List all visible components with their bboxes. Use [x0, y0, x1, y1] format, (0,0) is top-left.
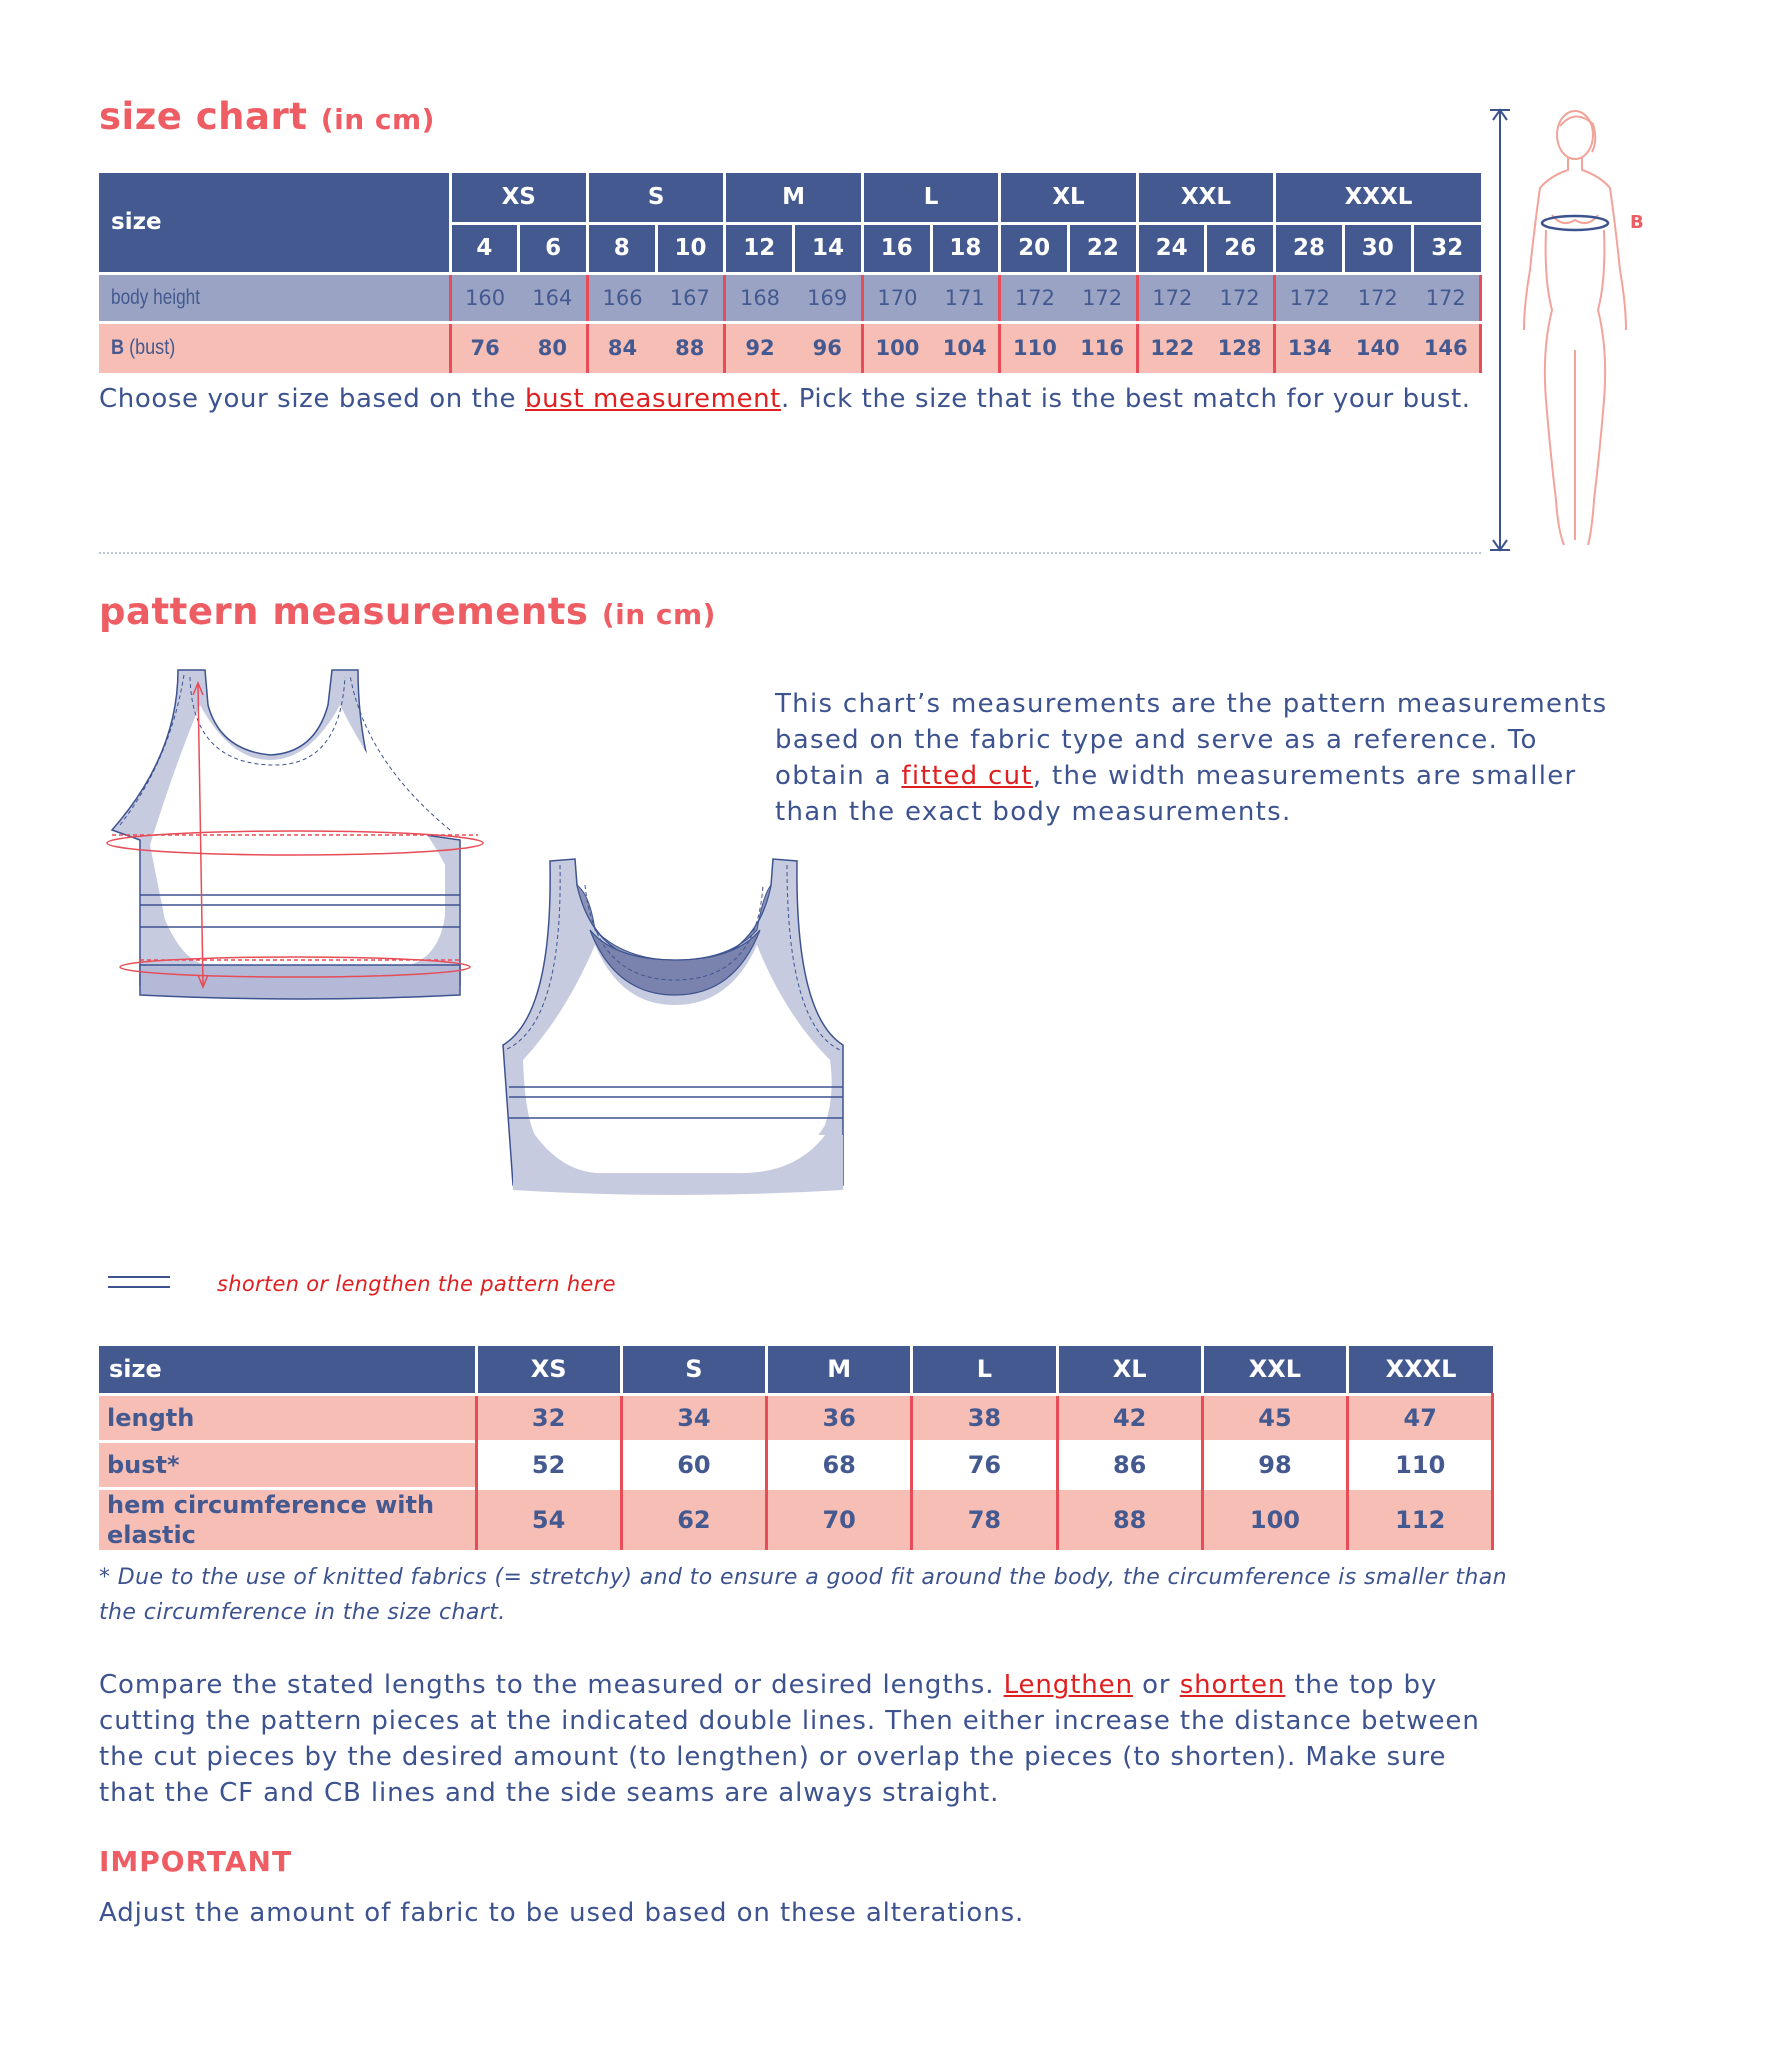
bust-cell: 100: [862, 322, 931, 373]
size-number-cell: 18: [931, 223, 1000, 273]
body-height-cell: 172: [1275, 273, 1344, 322]
size-number-cell: 10: [656, 223, 725, 273]
size-number-cell: 30: [1343, 223, 1412, 273]
pattern-value-cell: 76: [912, 1441, 1057, 1488]
body-height-cell: 172: [1343, 273, 1412, 322]
bust-cell: 80: [519, 322, 588, 373]
pattern-size-column-header: M: [767, 1346, 912, 1394]
size-number-cell: 28: [1275, 223, 1344, 273]
bust-cell: 122: [1137, 322, 1206, 373]
body-height-cell: 172: [1206, 273, 1275, 322]
shorten-lengthen-legend-icon: [108, 1272, 172, 1292]
size-number-cell: 14: [794, 223, 863, 273]
size-header-label: size: [99, 173, 450, 273]
pattern-value-cell: 100: [1202, 1488, 1347, 1550]
pattern-size-header: size: [99, 1346, 476, 1394]
fitted-cut-link[interactable]: fitted cut: [901, 761, 1033, 791]
size-group-header: L: [862, 173, 999, 223]
size-instruction-text-end: . Pick the size that is the best match for your bust.: [780, 384, 1471, 414]
pattern-title: pattern measurements: [99, 590, 589, 633]
bust-cell: 92: [725, 322, 794, 373]
bust-cell: 128: [1206, 322, 1275, 373]
length-label: length: [99, 1394, 476, 1441]
pattern-value-cell: 62: [621, 1488, 766, 1550]
pattern-value-cell: 98: [1202, 1441, 1347, 1488]
pattern-unit: (in cm): [601, 598, 716, 631]
pattern-value-cell: 45: [1202, 1394, 1347, 1441]
pattern-size-column-header: L: [912, 1346, 1057, 1394]
bust-cell: 88: [656, 322, 725, 373]
pattern-value-cell: 110: [1348, 1441, 1493, 1488]
pattern-description-text: This chart’s measurements are the pattern measurements based on the fabric type and serve as a reference. To obtain a: [775, 689, 1608, 791]
pattern-value-cell: 42: [1057, 1394, 1202, 1441]
bust-cell: 84: [587, 322, 656, 373]
pattern-value-cell: 88: [1057, 1488, 1202, 1550]
pattern-value-cell: 70: [767, 1488, 912, 1550]
size-number-cell: 4: [450, 223, 519, 273]
adjust-paragraph: [99, 1667, 1509, 1811]
adjust-text: Compare the stated lengths to the measured or desired lengths.: [99, 1670, 1004, 1700]
bust-cell: 76: [450, 322, 519, 373]
pattern-value-cell: 47: [1348, 1394, 1493, 1441]
body-height-cell: 171: [931, 273, 1000, 322]
bust-cell: 96: [794, 322, 863, 373]
size-instruction-text: Choose your size based on the: [99, 384, 525, 414]
body-height-cell: 160: [450, 273, 519, 322]
size-chart-title: size chart: [99, 95, 308, 138]
size-number-cell: 20: [1000, 223, 1069, 273]
section-divider: [99, 552, 1481, 554]
important-text: Adjust the amount of fabric to be used based on these alterations.: [99, 1898, 1025, 1928]
pattern-description: [775, 686, 1635, 830]
pattern-description-text-end: , the width measurements are smaller than the exact body measurements.: [775, 761, 1577, 827]
size-group-header: M: [725, 173, 862, 223]
size-number-cell: 24: [1137, 223, 1206, 273]
lengthen-link[interactable]: Lengthen: [1003, 1670, 1133, 1700]
bust-label: B (bust): [99, 322, 450, 373]
size-group-header: XS: [450, 173, 587, 223]
adjust-text-end: the top by cutting the pattern pieces at the indicated double lines. Then either increase the distance between the cut pieces by the desired amount (to lengthen) or overlap the pieces (to shorten). Make sure that the CF and CB lines and the side seams are always straight.: [99, 1670, 1480, 1808]
size-number-cell: 12: [725, 223, 794, 273]
bust-measure-label: bust*: [99, 1441, 476, 1488]
body-height-cell: 168: [725, 273, 794, 322]
body-height-cell: 172: [1137, 273, 1206, 322]
bust-cell: 134: [1275, 322, 1344, 373]
pattern-size-column-header: S: [621, 1346, 766, 1394]
pattern-size-column-header: XS: [476, 1346, 621, 1394]
pattern-value-cell: 36: [767, 1394, 912, 1441]
footnote: * Due to the use of knitted fabrics (= stretchy) and to ensure a good fit around the body, the circumference is smaller than the circumference in the size chart.: [99, 1565, 1508, 1625]
pattern-measurements-table: [99, 1346, 1494, 1550]
body-height-cell: 172: [1412, 273, 1481, 322]
back-top-illustration: [495, 855, 855, 1205]
bust-row: [99, 322, 1481, 373]
size-group-header: XXL: [1137, 173, 1274, 223]
pattern-value-cell: 54: [476, 1488, 621, 1550]
length-row: [99, 1394, 1493, 1441]
pattern-value-cell: 34: [621, 1394, 766, 1441]
body-height-label: body height: [99, 273, 450, 322]
pattern-value-cell: 68: [767, 1441, 912, 1488]
hem-label: hem circumference with elastic: [99, 1488, 476, 1550]
shorten-link[interactable]: shorten: [1179, 1670, 1286, 1700]
size-number-cell: 26: [1206, 223, 1275, 273]
pattern-value-cell: 52: [476, 1441, 621, 1488]
figure-bust-marker: B: [1630, 212, 1644, 233]
body-height-row: [99, 273, 1481, 322]
size-chart-heading: [99, 95, 435, 138]
size-group-header: XXXL: [1275, 173, 1481, 223]
body-height-cell: 164: [519, 273, 588, 322]
body-figure-illustration: [1480, 100, 1680, 560]
bust-measure-row: [99, 1441, 1493, 1488]
legend-text: shorten or lengthen the pattern here: [217, 1272, 616, 1296]
bust-cell: 146: [1412, 322, 1481, 373]
adjust-text-or: or: [1132, 1670, 1180, 1700]
size-instruction: [99, 381, 1519, 417]
pattern-size-column-header: XXL: [1202, 1346, 1347, 1394]
pattern-value-cell: 78: [912, 1488, 1057, 1550]
front-top-illustration: [100, 665, 490, 1005]
body-height-cell: 172: [1000, 273, 1069, 322]
pattern-table-header: [99, 1346, 1493, 1394]
size-chart-table: [99, 173, 1482, 373]
body-height-cell: 172: [1069, 273, 1138, 322]
body-height-cell: 170: [862, 273, 931, 322]
pattern-heading: [99, 590, 716, 633]
bust-cell: 104: [931, 322, 1000, 373]
size-chart-unit: (in cm): [320, 103, 435, 136]
important-heading: IMPORTANT: [99, 1845, 293, 1878]
bust-cell: 140: [1343, 322, 1412, 373]
pattern-value-cell: 32: [476, 1394, 621, 1441]
size-number-cell: 32: [1412, 223, 1481, 273]
size-number-cell: 8: [587, 223, 656, 273]
pattern-value-cell: 86: [1057, 1441, 1202, 1488]
pattern-value-cell: 38: [912, 1394, 1057, 1441]
pattern-size-column-header: XL: [1057, 1346, 1202, 1394]
bust-measurement-link[interactable]: bust measurement: [525, 384, 781, 414]
hem-row: [99, 1488, 1493, 1550]
size-number-cell: 6: [519, 223, 588, 273]
body-height-cell: 167: [656, 273, 725, 322]
body-height-cell: 166: [587, 273, 656, 322]
bust-cell: 116: [1069, 322, 1138, 373]
size-group-header: S: [587, 173, 724, 223]
pattern-value-cell: 112: [1348, 1488, 1493, 1550]
size-group-header: XL: [1000, 173, 1137, 223]
pattern-size-column-header: XXXL: [1348, 1346, 1493, 1394]
size-number-cell: 16: [862, 223, 931, 273]
size-number-cell: 22: [1069, 223, 1138, 273]
body-height-cell: 169: [794, 273, 863, 322]
bust-cell: 110: [1000, 322, 1069, 373]
pattern-value-cell: 60: [621, 1441, 766, 1488]
